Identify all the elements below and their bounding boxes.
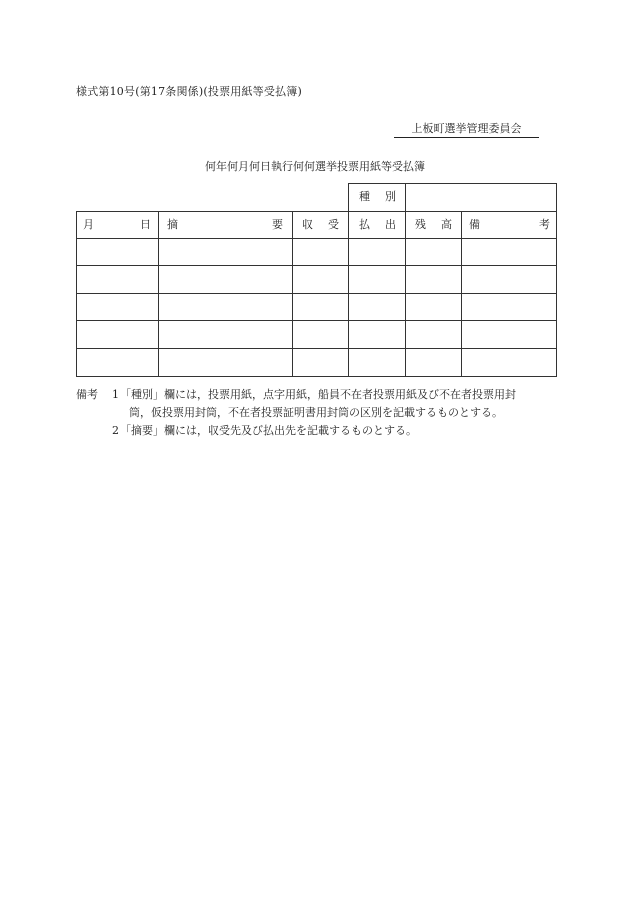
column-header-char: 月: [83, 218, 94, 231]
column-header-remarks: [469, 211, 550, 239]
table-row: [76, 293, 557, 320]
committee-name: 上板町選挙管理委員会: [394, 120, 539, 138]
note-text: 筒，仮投票用封筒，不在者投票証明書用封筒の区別を記載するものとする。: [129, 406, 503, 419]
column-header-char: 払: [359, 218, 370, 231]
note-text: 「種別」欄には，投票用紙，点字用紙，船員不在者投票用紙及び不在者投票用封: [120, 388, 516, 401]
note-item-continued: [76, 404, 557, 422]
column-header-balance: [415, 211, 452, 239]
note-item: [76, 386, 557, 404]
table-border: [348, 183, 349, 211]
column-header-char: 残: [415, 218, 426, 231]
note-number: 1: [112, 388, 119, 401]
column-header-received: [302, 211, 339, 239]
column-header-char: 日: [140, 218, 151, 231]
notes-label: 備考: [76, 388, 98, 401]
document-title: 何年何月何日執行何何選挙投票用紙等受払簿: [205, 160, 425, 173]
table-border: [556, 183, 557, 211]
table-row: [76, 238, 557, 265]
table-row: [76, 348, 557, 376]
note-text: 「摘要」欄には，収受先及び払出先を記載するものとする。: [120, 424, 417, 437]
type-header-char: 別: [385, 190, 396, 203]
table-border: [76, 376, 557, 377]
table-border: [405, 183, 406, 211]
type-header: [359, 183, 396, 211]
column-header-char: 考: [539, 218, 550, 231]
column-header-issued: [359, 211, 396, 239]
note-number: 2: [112, 424, 119, 437]
column-header-char: 備: [469, 218, 480, 231]
note-item: [76, 422, 557, 440]
column-header-summary: [167, 211, 283, 239]
column-header-date: [83, 211, 151, 239]
column-header-char: 高: [441, 218, 452, 231]
column-header-char: 摘: [167, 218, 178, 231]
remarks-notes: [76, 386, 557, 440]
column-header-char: 受: [328, 218, 339, 231]
form-number: 様式第10号(第17条関係)(投票用紙等受払簿): [76, 85, 302, 98]
column-header-char: 収: [302, 218, 313, 231]
column-header-char: 出: [385, 218, 396, 231]
ledger-table: [76, 183, 557, 377]
table-row: [76, 320, 557, 348]
column-header-char: 要: [272, 218, 283, 231]
table-row: [76, 265, 557, 293]
type-header-char: 種: [359, 190, 370, 203]
